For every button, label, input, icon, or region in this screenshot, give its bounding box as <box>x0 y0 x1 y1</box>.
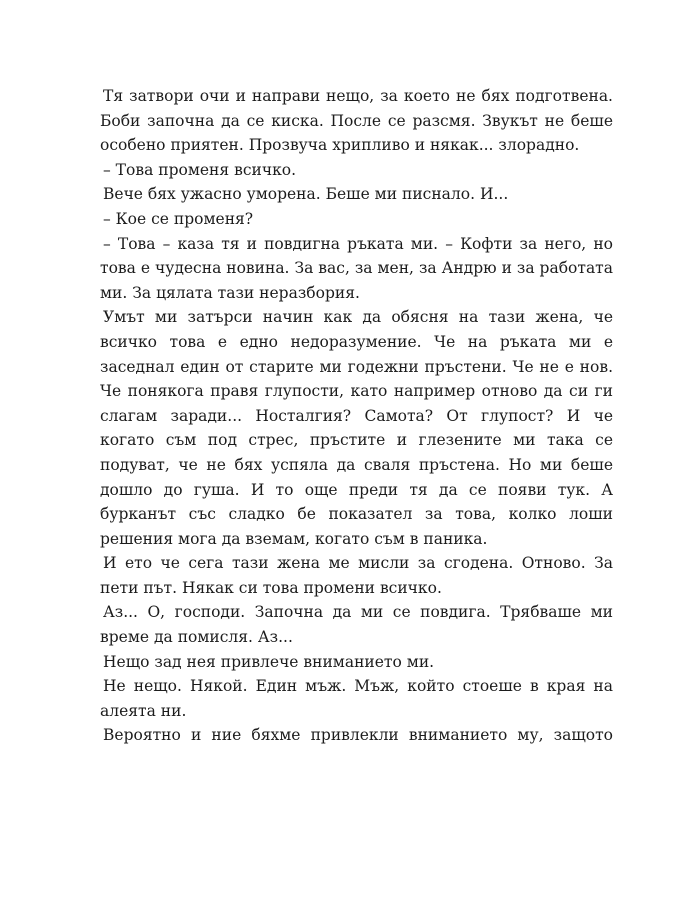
paragraph-8: Аз... О, господи. Започна да ми се повдига. Трябваше ми време да помисля. Аз... <box>100 603 613 647</box>
paragraph-9: Нещо зад нея привлече вниманието ми. <box>103 652 435 671</box>
paragraph-2: – Това променя всичко. <box>103 160 297 179</box>
paragraph-5: – Това – каза тя и повдигна ръката ми. – Кофти за него, но това е чудесна новина. За вас, за мен, за Андрю и за работата ми. За цялата тази неразбория. <box>100 234 613 302</box>
paragraph-11: Вероятно и ние бяхме привлекли вниманието му, защото <box>103 726 613 745</box>
paragraph-1: Тя затвори очи и направи нещо, за което не бях подготвена. Боби започна да се киска. После се разсмя. Звукът не беше особено приятен. Прозвуча хрипливо и някак... злорадно. <box>100 87 613 155</box>
paragraph-6: Умът ми затърси начин как да обясня на тази жена, че всичко това е едно недоразумение. Че на ръката ми е заседнал един от старите ми годежни пръстени. Че не е нов. Че понякога правя глупости, като например отново да си ги слагам заради... Носталгия? Самота? От глупост? И че когато съм под стрес, пръстите и глезените ми така се подуват, че не бях успяла да сваля пръстена. Но ми беше дошло до гуша. И то още преди тя да се появи тук. А бурканът със сладко бе показател за това, колко лоши решения мога да вземам, когато съм в паника. <box>100 308 613 548</box>
paragraph-7: И ето че сега тази жена ме мисли за сгодена. Отново. За пети път. Някак си това промени всичко. <box>100 554 613 597</box>
paragraph-4: – Кое се променя? <box>103 209 254 228</box>
paragraph-10: Не нещо. Някой. Един мъж. Мъж, който стоеше в края на алеята ни. <box>100 677 613 720</box>
paragraph-3: Вече бях ужасно уморена. Беше ми писнало. И... <box>103 185 509 204</box>
book-page <box>100 84 613 748</box>
